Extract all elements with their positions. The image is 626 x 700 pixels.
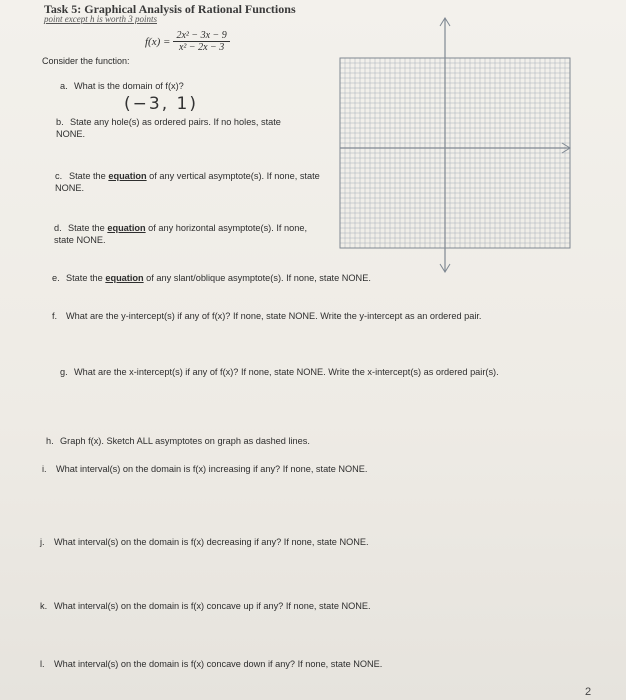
function-name: f(x) = (145, 35, 171, 48)
consider-label: Consider the function: (42, 56, 130, 66)
grid-lines (340, 58, 570, 248)
task-subtitle: point except h is worth 3 points (44, 14, 157, 24)
question-j: j. What interval(s) on the domain is f(x) decreasing if any? If none, state NONE. (40, 537, 369, 547)
question-l: l. What interval(s) on the domain is f(x) concave down if any? If none, state NONE. (40, 659, 383, 669)
coordinate-grid (330, 10, 580, 280)
function-denominator: x² − 2x − 3 (178, 42, 225, 53)
question-d: d. State the equation of any horizontal asymptote(s). If none, state NONE. (54, 223, 307, 245)
question-f: f. What are the y-intercept(s) if any of f(x)? If none, state NONE. Write the y-intercept as an ordered pair. (52, 311, 482, 321)
question-b: b. State any hole(s) as ordered pairs. If no holes, state NONE. (56, 117, 281, 139)
function-numerator: 2x² − 3x − 9 (173, 30, 229, 42)
question-k: k. What interval(s) on the domain is f(x) concave up if any? If none, state NONE. (40, 601, 371, 611)
question-c: c. State the equation of any vertical asymptote(s). If none, state NONE. (55, 171, 320, 193)
function-definition (145, 30, 230, 53)
question-h: h. Graph f(x). Sketch ALL asymptotes on graph as dashed lines. (46, 436, 310, 446)
question-i: i. What interval(s) on the domain is f(x) increasing if any? If none, state NONE. (42, 464, 368, 474)
question-a: a. What is the domain of f(x)? (60, 81, 184, 91)
question-e: e. State the equation of any slant/oblique asymptote(s). If none, state NONE. (52, 273, 371, 283)
question-g: g. What are the x-intercept(s) if any of f(x)? If none, state NONE. Write the x-intercept(s) as ordered pair(s). (60, 367, 499, 377)
task-title: Task 5: Graphical Analysis of Rational Functions (44, 2, 296, 16)
page-number: 2 (585, 686, 592, 698)
function-fraction (173, 30, 229, 53)
handwritten-answer-a: (−3, 1) (124, 94, 198, 114)
